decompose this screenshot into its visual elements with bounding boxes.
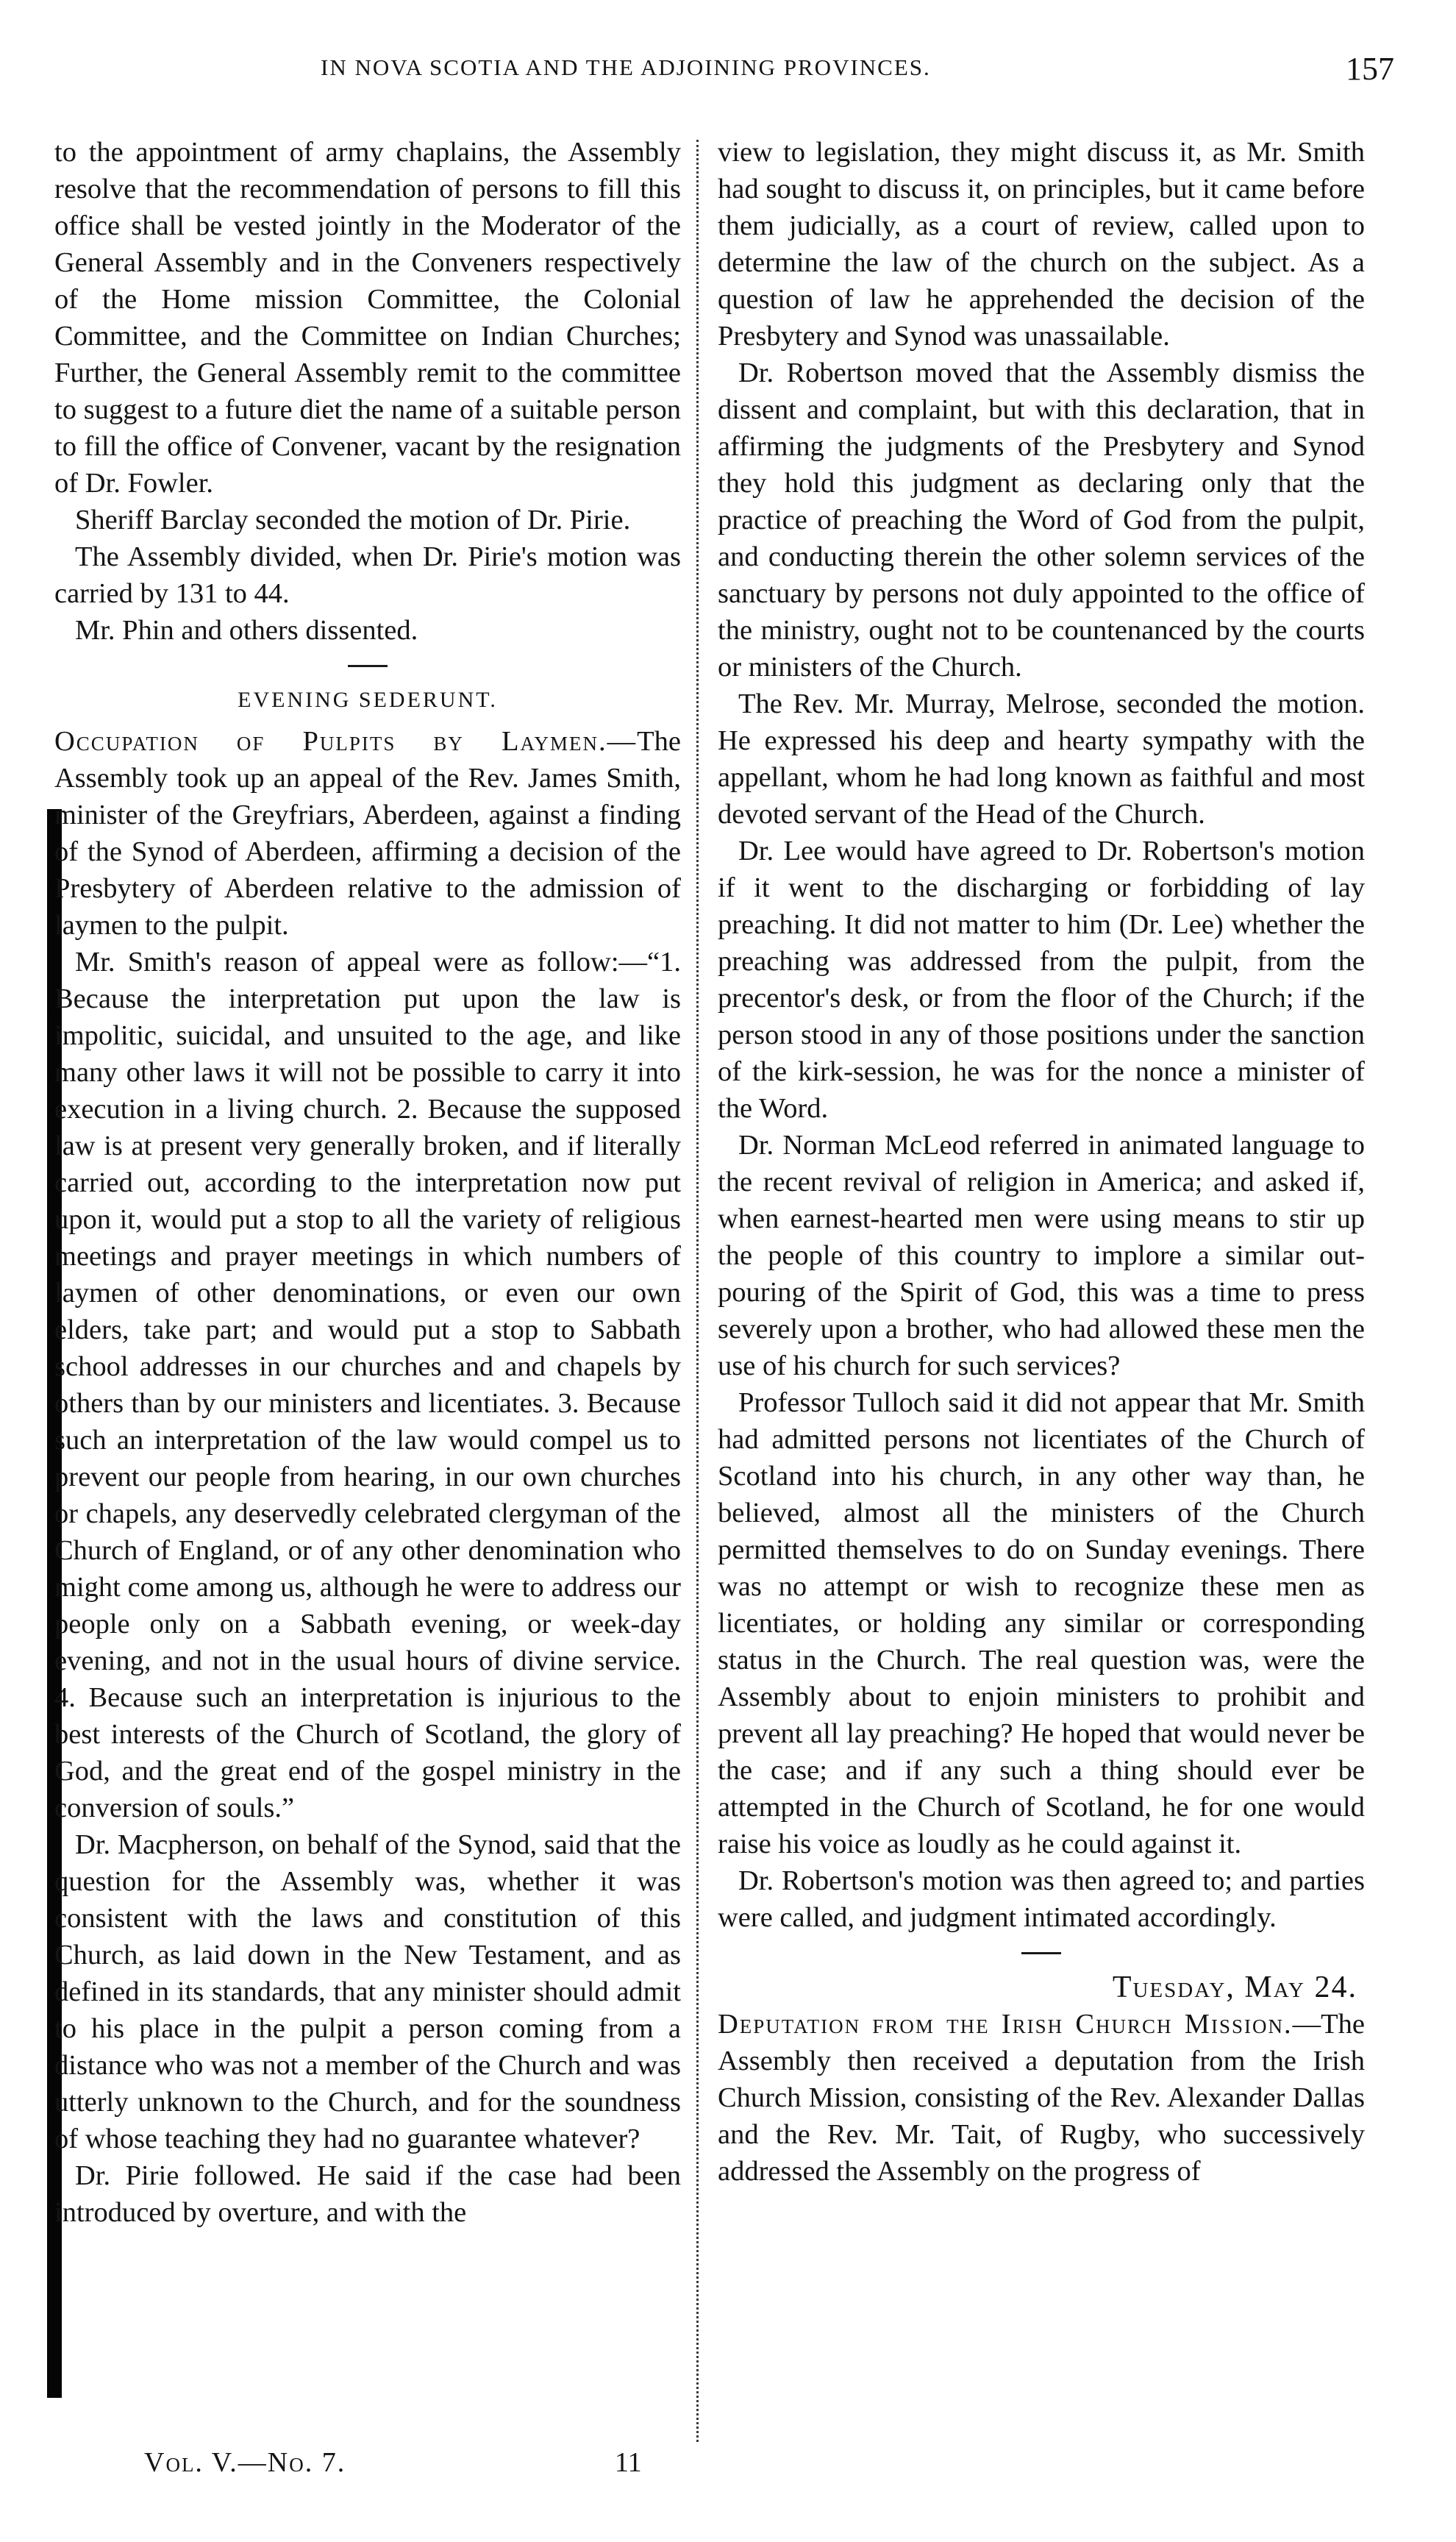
deputation-heading: Deputation from the Irish Church Mission.: [718, 2009, 1293, 2040]
page-footer: [144, 2446, 879, 2491]
paragraph-robertson-moved: Dr. Robertson moved that the Assembly dismiss the dissent and complaint, but with this declaration, that in affirming the judgments of the Presbytery and Synod they hold this judgment as declaring only that the practice of preaching the Word of God from the pulpit, and conducting therein the other solemn services of the sanctuary by persons not duly appointed to the office of the ministry, ought not to be countenanced by the courts or ministers of the Church.: [718, 357, 1365, 683]
paragraph-norman-mcleod: Dr. Norman McLeod referred in animated language to the recent revival of religion in America; and asked if, when earnest-hearted men were using means to stir up the people of this country to implore a similar out-pouring of the Spirit of God, this was a time to press severely upon a brother, who had allowed these men the use of his church for such services?: [718, 1130, 1365, 1381]
right-column: [718, 134, 1365, 2190]
page-header: [71, 51, 1394, 99]
dateline: Tuesday, May 24.: [1112, 1970, 1357, 2004]
paragraph-murray-seconded: The Rev. Mr. Murray, Melrose, seconded the motion. He expressed his deep and hearty sympathy with the appellant, whom he had long known as faithful and most devoted servant of the Head of the Church.: [718, 688, 1365, 830]
occupation-text: The Assembly took up an appeal of the Rev. James Smith, minister of the Greyfriars, Aberdeen, against a finding of the Synod of Aberdeen, affirming a decision of the Presbytery of Aberdeen relative to the admission of laymen to the pulpit.: [54, 726, 681, 941]
paragraph-macpherson: Dr. Macpherson, on behalf of the Synod, said that the question for the Assembly was, whether it was consistent with the laws and constitution of this Church, as laid down in the New Testament, and as defined in its standards, that any minister should admit to his place in the pulpit a person coming from a distance who was not a member of the Church and was utterly unknown to the Church, and for the soundness of whose teaching they had no guarantee whatever?: [54, 1829, 681, 2154]
paragraph-occupation-of-pulpits: [54, 723, 681, 944]
paragraph-lee: Dr. Lee would have agreed to Dr. Robertson's motion if it went to the discharging or forbidding of lay preaching. It did not matter to him (Dr. Lee) whether the preaching was addressed from the pulpit, from the precentor's desk, or from the floor of the Church; if the person stood in any of those positions under the sanction of the kirk-session, he was for the nonce a minister of the Word.: [718, 836, 1365, 1124]
deputation-text: —The Assembly then received a deputation from the Irish Church Mission, consisting of the Rev. Alexander Dallas and the Rev. Mr. Tait, of Rugby, who successively addressed the Assembly on the progress of: [718, 2009, 1365, 2187]
paragraph-motion-agreed: Dr. Robertson's motion was then agreed to; and parties were called, and judgment intimated accordingly.: [718, 1865, 1365, 1933]
paragraph-army-chaplains: to the appointment of army chaplains, the Assembly resolve that the recommendation of persons to fill this office shall be vested jointly in the Moderator of the General Assembly and in the Conveners respectively of the Home mission Committee, the Colonial Committee, and the Committee on Indian Churches; Further, the General Assembly remit to the committee to suggest to a future diet the name of a suitable person to fill the office of Convener, vacant by the resignation of Dr. Fowler.: [54, 137, 681, 499]
signature-mark: 11: [615, 2447, 642, 2478]
section-divider: [348, 665, 388, 667]
paragraph-pirie-continued: view to legislation, they might discuss it, as Mr. Smith had sought to discuss it, on principles, but it came before them judicially, as a court of review, called upon to determine the law of the church on the subject. As a question of law he apprehended the decision of the Presbytery and Synod was unassailable.: [718, 137, 1365, 352]
paragraph-assembly-divided: The Assembly divided, when Dr. Pirie's motion was carried by 131 to 44.: [54, 541, 681, 609]
paragraph-barclay-seconded: Sheriff Barclay seconded the motion of Dr. Pirie.: [75, 505, 631, 535]
occupation-heading: Occupation of Pulpits by Laymen.—: [54, 726, 638, 757]
paragraph-reasons-of-appeal: Mr. Smith's reason of appeal were as follow:—“1. Because the interpretation put upon the law is impolitic, suicidal, and unsuited to the age, and like many other laws it will not be possible to carry it into execution in a living church. 2. Because the supposed law is at present very generally broken, and if literally carried out, according to the interpretation now put upon it, would put a stop to all the variety of religious meetings and prayer meetings in which numbers of laymen of other denominations, or even our own elders, take part; and would put a stop to Sabbath school addresses in our churches and and chapels by others than by our ministers and licentiates. 3. Because such an interpretation of the law would compel us to prevent our people from hearing, in our own churches or chapels, any deservedly celebrated clergyman of the Church of England, or of any other denomination who might come among us, although he were to address our people only on a Sabbath evening, or week-day evening, and not in the usual hours of divine service. 4. Because such an interpretation is injurious to the best interests of the Church of Scotland, the glory of God, and the great end of the gospel ministry in the conversion of souls.”: [54, 947, 681, 1823]
page-number: 157: [1346, 51, 1394, 87]
paragraph-tulloch: Professor Tulloch said it did not appear that Mr. Smith had admitted persons not licentiates of the Church of Scotland into his church, in any other way than, he believed, almost all the ministers of the Church permitted themselves to do on Sunday evenings. There was no attempt or wish to recognize these men as licentiates, or holding any similar or corresponding status in the Church. The real question was, were the Assembly about to enjoin ministers to prohibit and prevent all lay preaching? He hoped that would never be the case; and if any such a thing should ever be attempted in the Church of Scotland, he for one would raise his voice as loudly as he could against it.: [718, 1387, 1365, 1859]
paragraph-phin-dissented: Mr. Phin and others dissented.: [75, 615, 418, 646]
left-column: [54, 134, 681, 2231]
section-label-evening-sederunt: EVENING SEDERUNT.: [238, 688, 498, 712]
volume-number: Vol. V.—No. 7.: [144, 2447, 346, 2478]
paragraph-deputation: [718, 2006, 1365, 2190]
paragraph-pirie-followed: Dr. Pirie followed. He said if the case had been introduced by overture, and with the: [54, 2160, 681, 2228]
column-divider: [696, 140, 699, 2442]
section-divider: [1021, 1952, 1061, 1954]
running-title: IN NOVA SCOTIA AND THE ADJOINING PROVINCES.: [321, 54, 931, 80]
